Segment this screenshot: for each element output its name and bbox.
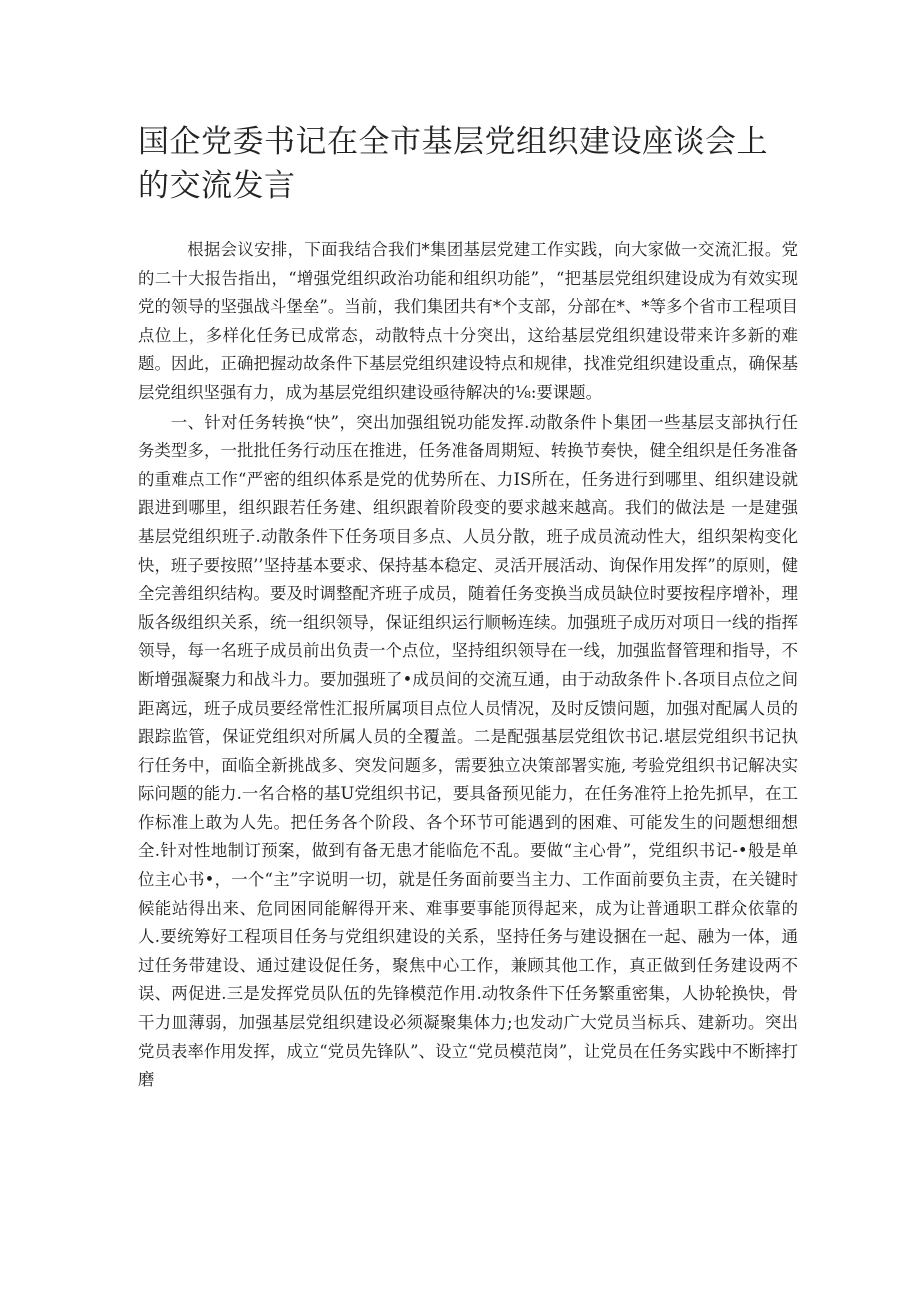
document-body [138, 236, 798, 1096]
paragraph-section-one: 一、针对任务转换“快”，突出加强组锐功能发挥.动散条件卜集团一些基层支部执行任务类型多，一批批任务行动压在推进，任务准备周期短、转换节奏快，健全组织是任务准备的重难点工作“严密的组织体系是党的优势所在、力IS所在，任务进行到哪里、组织建设就跟进到哪里，组织跟若任务建、组织跟着阶段变的要求越来越高。我们的做法是 一是建强基层党组织班子.动散条件下任务项目多点、人员分散，班子成员流动性大，组织架构变化快，班子要按照’’坚持基本要求、保持基本稳定、灵活开展活动、询保作用发挥”的原则，健全完善组织结构。要及时调整配齐班子成员，随着任务变换当成员缺位时要按程序增补，理版各级组织关系，统一组织领导，保证组织运行顺畅连续。加强班子成历对项日一线的指挥领导，每一名班子成员前出负责一个点位，坚持组织领导在一线，加强监督管理和指导，不断增强凝聚力和战斗力。要加强班了•成员间的交流互通，由于动敌条件卜.各项目点位之间距离远，班子成员要经常性汇报所属项目点位人员情况，及时反馈问题，加强对配属人员的跟踪监管，保证党组织对所属人员的全覆盖。二是配强基层党组饮书记.堪层党组织书记执行任务中，面临全新挑战多、突发问题多，需要独立决策部署实施, 考验党组织书记解决实际问题的能力.一名合格的基U党组织书记，要具备预见能力，在任务准符上抢先抓早，在工作标准上敢为人先。把任务各个阶段、各个环节可能遇到的困难、可能发生的问题想细想全.针对性地制订预案，做到有备无患才能临危不乱。要做“主心骨”，党组织书记-•般是单位主心书•，一个“主”字说明一切，就是任务面前要当主力、工作面前要负主责，在关键时候能站得出来、危同困同能解得开来、难事要事能顶得起来，成为让普通职工群众依靠的人.要统筹好工程项目任务与党组织建设的关系，坚持任务与建设捆在一起、融为一体，通过任务带建设、通过建设促任务，聚焦中心工作，兼顾其他工作，真正做到任务建设两不误、两促进.三是发挥党员队伍的先锋模范作用.动牧条件下任务繁重密集，人协轮换快，骨干力皿薄弱，加强基层党组织建设必须凝聚集体力;也发动广大党员当标兵、建新功。突出党员表率作用发挥，成立“党员先锋队”、设立“党员模范岗”，让党员在任务实践中不断摔打磨 [138, 412, 798, 1090]
paragraph-intro: 根据会议安排，下面我结合我们*集团基层党建工作实践，向大家做一交流汇报。党的二十大报告指出，“增强党组织政治功能和组织功能”，“把基层党组织建设成为有效实现党的领导的坚强战斗堡垒”。当前，我们集团共有*个支部，分部在*、*等多个省市工程项目点位上，多样化任务已成常态，动散特点十分突出，这给基层党组织建设带来许多新的难题。因此，正确把握动故条件下基层党组织建设特点和规律，找准党组织建设重点，确保基层党组织坚强有力，成为基层党组织建设亟待解决的⅛:要课题。 [138, 240, 798, 402]
document-title: 国企党委书记在全市基层党组织建设座谈会上的交流发言 [138, 124, 768, 204]
